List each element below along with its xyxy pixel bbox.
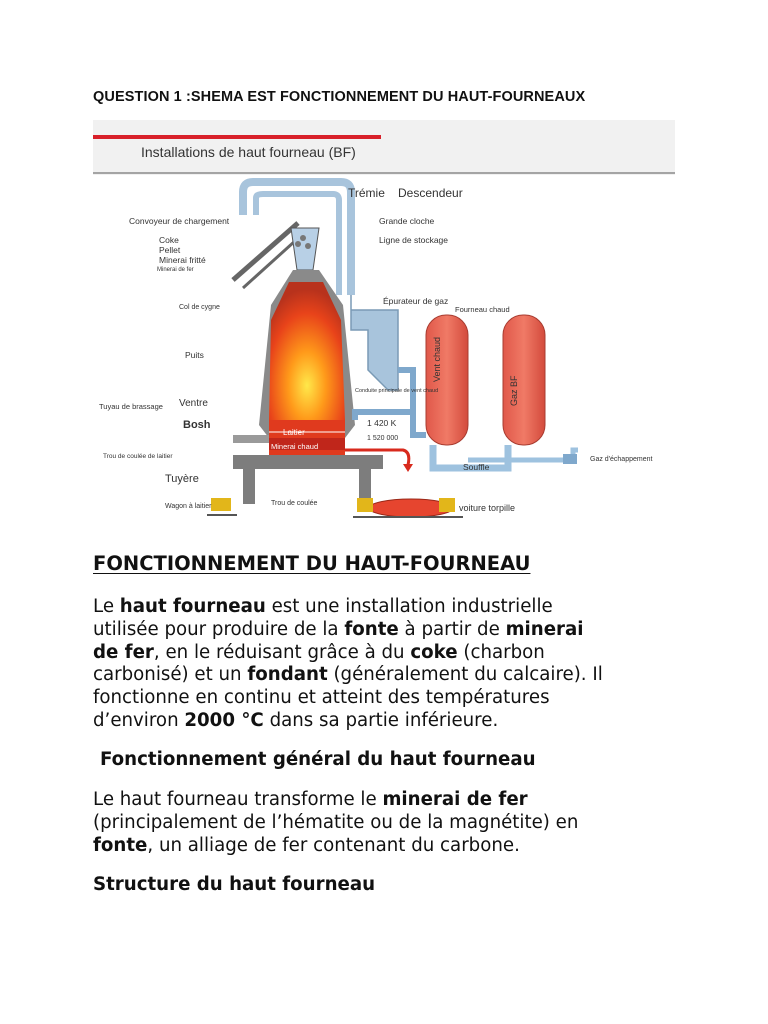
label-temp: 1 420 K	[367, 418, 397, 428]
label-convoyeur: Convoyeur de chargement	[129, 216, 230, 226]
label-trou-coulee: Trou de coulée	[271, 500, 318, 507]
general-paragraph: Le haut fourneau transforme le minerai de fer (principalement de l’hématite ou de la magnétite) en fonte, un alliage de fer contenant du carbone.	[93, 789, 579, 856]
section-title: FONCTIONNEMENT DU HAUT-FOURNEAU	[93, 552, 531, 575]
label-fourneau-chaud: Fourneau chaud	[455, 305, 510, 314]
slag-wagon	[211, 498, 231, 511]
intro-paragraph: Le haut fourneau est une installation industrielle utilisée pour produire de la fonte à partir de minerai de fer, en le réduisant grâce à du coke (charbon carbonisé) et un fondant (généralement du calcaire). Il fonctionne en continu et atteint des températures d’environ 2000 °C dans sa partie inférieure.	[93, 596, 603, 731]
label-bosh: Bosh	[183, 419, 211, 431]
label-wagon: Wagon à laitier	[165, 503, 212, 510]
hopper	[291, 228, 319, 270]
header-red-line	[93, 135, 381, 139]
label-col-cygne: Col de cygne	[179, 304, 220, 311]
label-torpille: voiture torpille	[459, 503, 516, 513]
label-conduite: Conduite principale de vent chaud	[355, 388, 439, 394]
label-gaz-bf: Gaz BF	[509, 375, 519, 406]
label-minerai-fritte: Minerai fritté	[159, 255, 206, 265]
label-laitier: Laitier	[283, 428, 305, 437]
label-vent-chaud: Vent chaud	[432, 336, 442, 382]
label-trou-laitier: Trou de coulée de laitier	[103, 453, 173, 460]
label-souffle: Souffle	[463, 462, 490, 472]
question-title: QUESTION 1 :SHEMA EST FONCTIONNEMENT DU HAUT-FOURNEAUX	[93, 89, 586, 105]
label-temp2: 1 520 000	[367, 435, 399, 442]
conveyor-belt	[233, 223, 298, 280]
label-tuyau-brassage: Tuyau de brassage	[99, 402, 163, 411]
label-gaz-echappement: Gaz d'échappement	[590, 456, 653, 463]
subtitle-structure: Structure du haut fourneau	[93, 874, 376, 895]
label-tuyere: Tuyère	[165, 473, 199, 485]
label-tremie: Trémie	[348, 186, 385, 200]
label-pellet: Pellet	[159, 245, 181, 255]
label-coke: Coke	[159, 235, 179, 245]
gas-cleaner	[351, 295, 398, 390]
label-ventre: Ventre	[179, 398, 208, 409]
label-minerai-fer: Minerai de fer	[157, 267, 194, 273]
label-epurateur: Épurateur de gaz	[383, 296, 449, 306]
header-title: Installations de haut fourneau (BF)	[141, 144, 356, 160]
label-puits: Puits	[185, 350, 204, 360]
blast-furnace-diagram	[93, 120, 675, 575]
label-grande-cloche: Grande cloche	[379, 216, 435, 226]
label-descendeur: Descendeur	[398, 186, 463, 200]
subtitle-general: Fonctionnement général du haut fourneau	[100, 749, 536, 770]
label-minerai-chaud: Minerai chaud	[271, 442, 319, 451]
label-ligne-stockage: Ligne de stockage	[379, 235, 448, 245]
furnace-base	[233, 455, 383, 469]
